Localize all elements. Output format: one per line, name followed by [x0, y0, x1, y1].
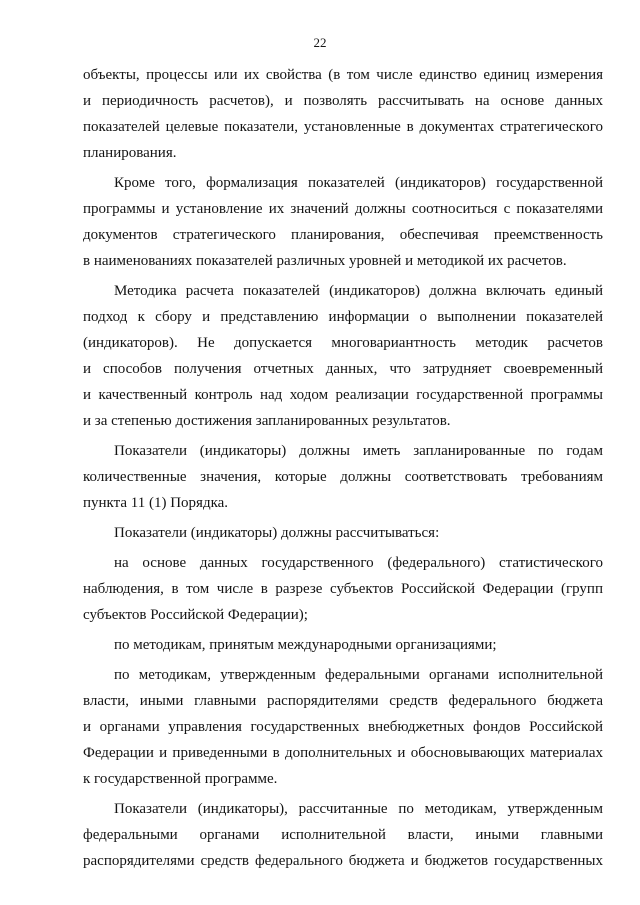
- text-line: Кроме того, формализация показателей (индикаторов) государственной: [114, 175, 603, 191]
- text-line: в наименованиях показателей различных уровней и методикой их расчетов.: [83, 253, 567, 269]
- text-line: на основе данных государственного (федерального) статистического: [114, 555, 603, 571]
- text-line: федеральными органами исполнительной власти, иными главными: [83, 827, 603, 843]
- text-line: Методика расчета показателей (индикаторов) должна включать единый: [114, 283, 603, 299]
- text-line: по методикам, утвержденным федеральными органами исполнительной: [114, 667, 603, 683]
- text-line: и качественный контроль над ходом реализации государственной программы: [83, 387, 603, 403]
- text-line: субъектов Российской Федерации);: [83, 607, 308, 623]
- text-line: Федерации и приведенными в дополнительных и обосновывающих материалах: [83, 745, 603, 761]
- document-body: [83, 62, 603, 878]
- text-line: документов стратегического планирования, обеспечивая преемственность: [83, 227, 603, 243]
- text-line: планирования.: [83, 145, 177, 161]
- paragraph: [83, 550, 603, 628]
- text-line: пункта 11 (1) Порядка.: [83, 495, 229, 511]
- text-line: Показатели (индикаторы), рассчитанные по методикам, утвержденным: [114, 801, 603, 817]
- paragraph: [83, 662, 603, 792]
- text-line: власти, иными главными распорядителями средств федерального бюджета: [83, 693, 603, 709]
- paragraph: [83, 170, 603, 274]
- paragraph: [83, 520, 603, 546]
- text-line: и органами управления государственных внебюджетных фондов Российской: [83, 719, 603, 735]
- text-line: показателей целевые показатели, установленные в документах стратегического: [83, 119, 603, 135]
- text-line: и способов получения отчетных данных, что затрудняет своевременный: [83, 361, 603, 377]
- text-line: Показатели (индикаторы) должны рассчитываться:: [114, 525, 440, 541]
- paragraph: [83, 632, 603, 658]
- page-number: 22: [313, 35, 327, 50]
- text-line: подход к сбору и представлению информации о выполнении показателей: [83, 309, 603, 325]
- text-line: программы и установление их значений должны соотноситься с показателями: [83, 201, 603, 217]
- text-line: и за степенью достижения запланированных результатов.: [83, 413, 451, 429]
- text-line: по методикам, принятым международными организациями;: [114, 637, 497, 653]
- paragraph: [83, 62, 603, 166]
- text-line: (индикаторов). Не допускается многовариантность методик расчетов: [83, 335, 603, 351]
- text-line: распорядителями средств федерального бюджета и бюджетов государственных: [83, 853, 603, 869]
- text-line: к государственной программе.: [83, 771, 278, 787]
- paragraph: [83, 438, 603, 516]
- text-line: Показатели (индикаторы) должны иметь запланированные по годам: [114, 443, 603, 459]
- text-line: и периодичность расчетов), и позволять рассчитывать на основе данных: [83, 93, 603, 109]
- text-line: количественные значения, которые должны соответствовать требованиям: [83, 469, 603, 485]
- text-line: наблюдения, в том числе в разрезе субъектов Российской Федерации (групп: [83, 581, 603, 597]
- paragraph: [83, 278, 603, 434]
- paragraph: [83, 796, 603, 874]
- text-line: объекты, процессы или их свойства (в том числе единство единиц измерения: [83, 67, 603, 83]
